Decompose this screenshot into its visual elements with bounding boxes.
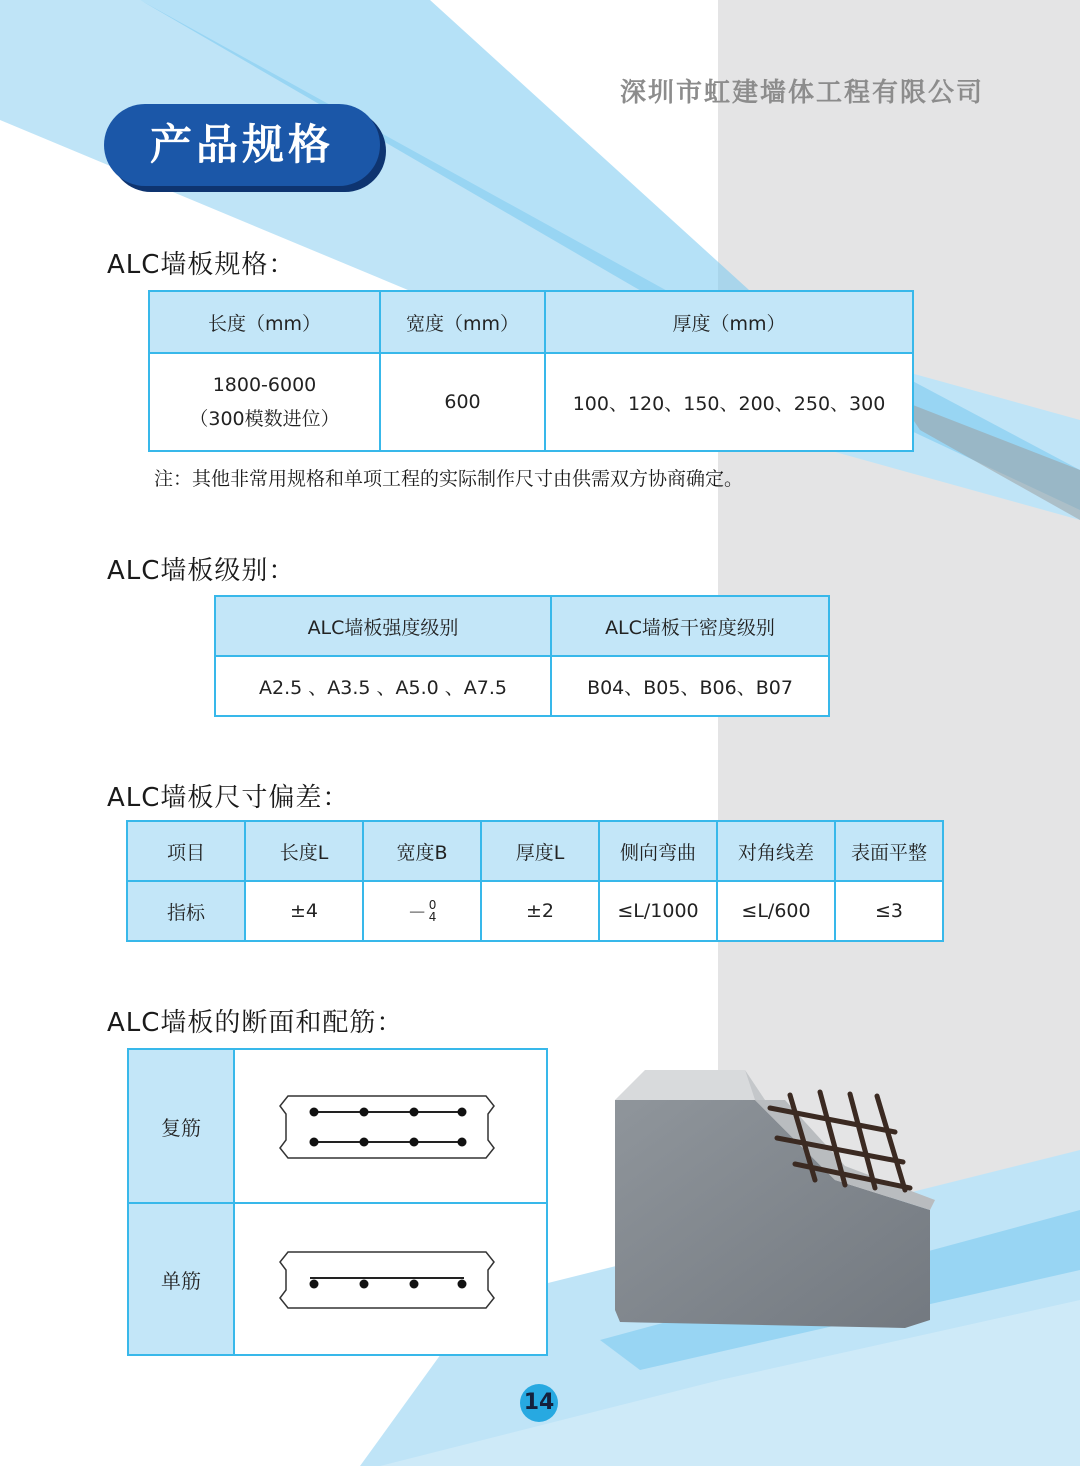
density-value: B04、B05、B06、B07 (551, 656, 829, 716)
page-number: 14 (520, 1384, 558, 1422)
col-density: ALC墙板干密度级别 (551, 596, 829, 656)
col-bending: 侧向弯曲 (599, 821, 717, 881)
double-reinforcement-diagram (274, 1092, 500, 1162)
section-heading: ALC墙板的断面和配筋： (107, 1008, 404, 1038)
tolerance-table (126, 820, 944, 942)
thickness-value: 100、120、150、200、250、300 (545, 353, 913, 451)
width-tolerance-dash: － (407, 901, 427, 924)
width-tolerance (363, 881, 481, 941)
length-value (149, 353, 380, 451)
single-label: 单筋 (129, 1204, 235, 1354)
grades-table (214, 595, 830, 717)
tolerance-heading: ALC墙板尺寸偏差： (107, 783, 350, 813)
col-diagonal: 对角线差 (717, 821, 835, 881)
length-tolerance: ±4 (245, 881, 363, 941)
single-reinforcement-diagram (274, 1248, 500, 1312)
col-length: 长度（mm） (149, 291, 380, 353)
col-width: 宽度（mm） (380, 291, 545, 353)
col-item: 项目 (127, 821, 245, 881)
company-name: 深圳市虹建墙体工程有限公司 (620, 78, 985, 108)
width-value: 600 (380, 353, 545, 451)
thickness-tolerance: ±2 (481, 881, 599, 941)
section-title: 产品规格 (149, 120, 334, 169)
sizes-table (148, 290, 914, 452)
row-label: 指标 (127, 881, 245, 941)
col-strength: ALC墙板强度级别 (215, 596, 551, 656)
sizes-note: 注：其他非常用规格和单项工程的实际制作尺寸由供需双方协商确定。 (154, 468, 744, 490)
col-width-b: 宽度B (363, 821, 481, 881)
section-table (127, 1048, 548, 1356)
strength-value: A2.5 、A3.5 、A5.0 、A7.5 (215, 656, 551, 716)
alc-block-photo (605, 1060, 945, 1340)
length-range: 1800-6000 (212, 374, 317, 396)
double-label: 复筋 (129, 1050, 235, 1202)
bending-tolerance: ≤L/1000 (599, 881, 717, 941)
sizes-heading: ALC墙板规格： (107, 250, 296, 280)
col-thickness-l: 厚度L (481, 821, 599, 881)
grades-heading: ALC墙板级别： (107, 556, 296, 586)
col-length-l: 长度L (245, 821, 363, 881)
col-thickness: 厚度（mm） (545, 291, 913, 353)
width-tolerance-upper: 0 (428, 898, 437, 912)
section-title-badge (104, 104, 380, 186)
diagonal-tolerance: ≤L/600 (717, 881, 835, 941)
col-flatness: 表面平整 (835, 821, 943, 881)
flatness-tolerance: ≤3 (835, 881, 943, 941)
length-modulus: （300模数进位） (189, 408, 340, 430)
width-tolerance-lower: 4 (428, 910, 437, 924)
